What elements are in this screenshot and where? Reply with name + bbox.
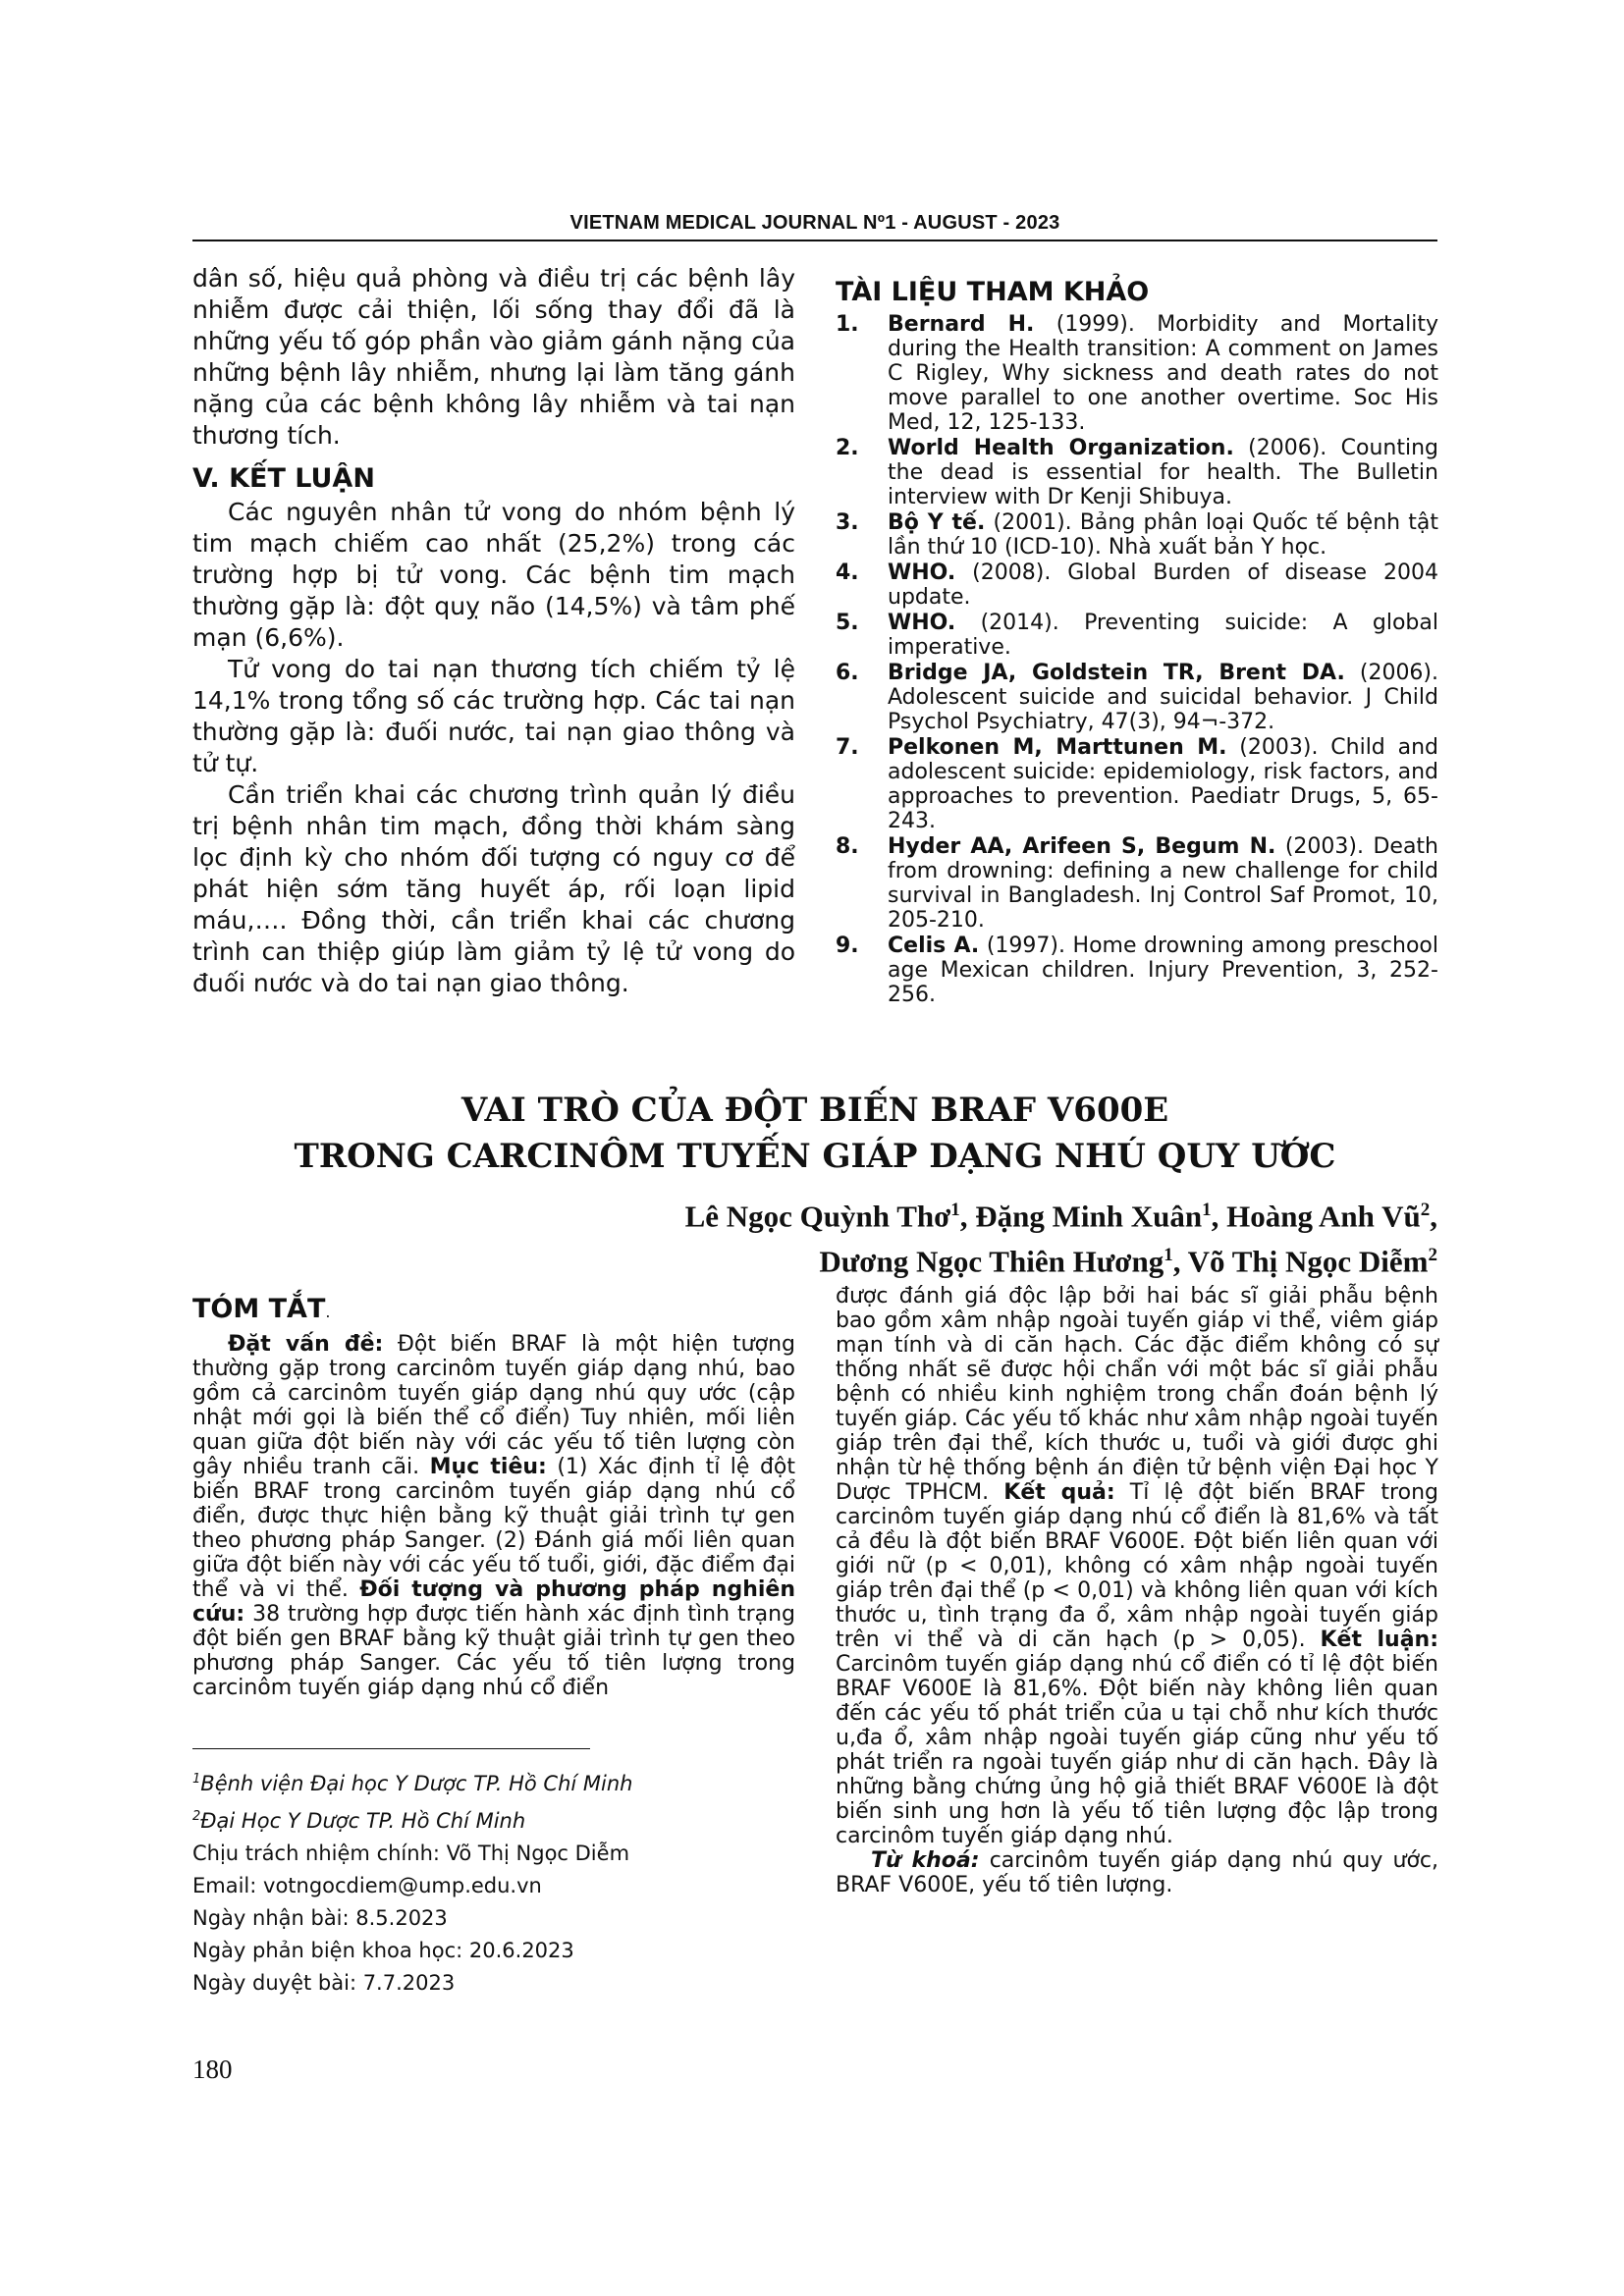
abstract-left-column (192, 1294, 795, 1700)
reference-item: 4. WHO. (2008). Global Burden of disease 2004 update. (836, 561, 1438, 610)
abstract-heading: TÓM TẮT. (192, 1294, 331, 1324)
reference-item: 3. Bộ Y tế. (2001). Bảng phân loại Quốc tế bệnh tật lần thứ 10 (ICD-10). Nhà xuất bản Y học. (836, 510, 1438, 560)
body-paragraph: Tử vong do tai nạn thương tích chiếm tỷ lệ 14,1% trong tổng số các trường hợp. Các tai nạn thường gặp là: đuối nước, tai nạn giao thông và tử tự. (192, 655, 795, 777)
author-name: Hoàng Anh Vũ (1226, 1199, 1421, 1234)
article-title (192, 1088, 1437, 1180)
affiliation-1: $^1$Bệnh viện Đại học Y Dược TP. Hồ Chí Minh (192, 1772, 633, 1795)
footnotes (192, 1763, 801, 2000)
abstract-paragraph: Đặt vấn đề: Đột biến BRAF là một hiện tượng thường gặp trong carcinôm tuyến giáp dạng nhú, bao gồm cả carcinôm tuyến giáp dạng nhú quy ước (cập nhật mới gọi là biến thể cổ điển) Tuy nhiên, mối liên quan giữa đột biến này với các yếu tố tiên lượng còn gây nhiều tranh cãi. Mục tiêu: (1) Xác định tỉ lệ đột biến BRAF trong carcinôm tuyến giáp dạng nhú cổ điển, được thực hiện bằng kỹ thuật giải trình tự gen theo phương pháp Sanger. (2) Đánh giá mối liên quan giữa đột biến này với các yếu tố tuổi, giới, đặc điểm đại thể và vi thể. Đối tượng và phương pháp nghiên cứu: 38 trường hợp được tiến hành xác định tình trạng đột biến gen BRAF bằng kỹ thuật giải trình tự gen theo phương pháp Sanger. Các yếu tố tiên lượng trong carcinôm tuyến giáp dạng nhú cổ điển (192, 1332, 795, 1700)
author-name: Lê Ngọc Quỳnh Thơ (684, 1199, 951, 1234)
authors (685, 1191, 1437, 1282)
page-number: 180 (192, 2055, 233, 2084)
reference-item: 1. Bernard H. (1999). Morbidity and Mortality during the Health transition: A comment on James C Rigley, Why sickness and death rates do not move parallel to one another overtime. Soc His Med, 12, 125-133. (836, 312, 1438, 435)
body-paragraph: Các nguyên nhân tử vong do nhóm bệnh lý tim mạch chiếm cao nhất (25,2%) trong các trường hợp bị tử vong. Các bệnh tim mạch thường gặp là: đột quỵ não (14,5%) và tâm phế mạn (6,6%). (192, 498, 795, 652)
reference-item: 2. World Health Organization. (2006). Counting the dead is essential for health. The Bulletin interview with Dr Kenji Shibuya. (836, 436, 1438, 509)
body-paragraph: dân số, hiệu quả phòng và điều trị các bệnh lây nhiễm được cải thiện, lối sống thay đổi đã là những yếu tố góp phần vào giảm gánh nặng của những bệnh lây nhiễm, nhưng lại làm tăng gánh nặng của các bệnh không lây nhiễm và tai nạn thương tích. (192, 264, 795, 450)
references-list (836, 312, 1438, 1007)
conclusion-heading: V. KẾT LUẬN (192, 463, 375, 494)
left-column-top (192, 263, 795, 999)
responsible-author: Chịu trách nhiệm chính: Võ Thị Ngọc Diễm (192, 1842, 630, 1865)
article-title-line: VAI TRÒ CỦA ĐỘT BIẾN BRAF V600E (460, 1091, 1169, 1130)
reference-item: 9. Celis A. (1997). Home drowning among preschool age Mexican children. Injury Prevention, 3, 252-256. (836, 934, 1438, 1007)
abstract-right-column (836, 1284, 1438, 1897)
author-name: Dương Ngọc Thiên Hương (819, 1244, 1164, 1279)
abstract-paragraph: được đánh giá độc lập bởi hai bác sĩ giải phẫu bệnh bao gồm xâm nhập ngoài tuyến giáp vi thể, viêm giáp mạn tính và di căn hạch. Các đặc điểm không có sự thống nhất sẽ được hội chẩn với một bác sĩ giải phẫu bệnh có nhiều kinh nghiệm trong chẩn đoán bệnh lý tuyến giáp. Các yếu tố khác như xâm nhập ngoài tuyến giáp trên đại thể, kích thước u, tuổi và giới được ghi nhận từ hệ thống bệnh án điện tử bệnh viện Đại học Y Dược TPHCM. Kết quả: Tỉ lệ đột biến BRAF trong carcinôm tuyến giáp dạng nhú cổ điển là 81,6% và tất cả đều là đột biến BRAF V600E. Đột biến liên quan với giới nữ (p < 0,01), không có xâm nhập ngoài tuyến giáp trên đại thể (p < 0,01) và không liên quan với kích thước u, tình trạng đa ổ, xâm nhập ngoài tuyến giáp trên vi thể và di căn hạch (p > 0,05). Kết luận: Carcinôm tuyến giáp dạng nhú cổ điển có tỉ lệ đột biến BRAF V600E là 81,6%. Đột biến này không liên quan đến các yếu tố phát triển của u tại chỗ như kích thước u,đa ổ, xâm nhập ngoài tuyến giáp cũng như yếu tố phát triển ra ngoài tuyến giáp như di căn hạch. Đây là những bằng chứng ủng hộ giả thiết BRAF V600E là đột biến sinh ung hơn là yếu tố tiên lượng độc lập trong carcinôm tuyến giáp dạng nhú. (836, 1284, 1439, 1848)
review-date: Ngày phản biện khoa học: 20.6.2023 (192, 1939, 574, 1962)
email: Email: votngocdiem@ump.edu.vn (192, 1874, 542, 1897)
received-date: Ngày nhận bài: 8.5.2023 (192, 1906, 448, 1930)
reference-item: 6. Bridge JA, Goldstein TR, Brent DA. (2006). Adolescent suicide and suicidal behavior. J Child Psychol Psychiatry, 47(3), 94¬-372. (836, 661, 1439, 734)
header-rule (192, 240, 1437, 241)
references-heading: TÀI LIỆU THAM KHẢO (836, 277, 1150, 307)
reference-item: 7. Pelkonen M, Marttunen M. (2003). Child and adolescent suicide: epidemiology, risk factors, and approaches to prevention. Paediatr Drugs, 5, 65-243. (836, 735, 1438, 833)
accepted-date: Ngày duyệt bài: 7.7.2023 (192, 1971, 456, 1995)
references-section (836, 275, 1438, 1008)
journal-header: VIETNAM MEDICAL JOURNAL Nº1 - AUGUST - 2023 (569, 212, 1060, 234)
footnote-rule (192, 1748, 590, 1749)
affiliation-2: $^2$Đại Học Y Dược TP. Hồ Chí Minh (192, 1809, 526, 1833)
reference-item: 8. Hyder AA, Arifeen S, Begum N. (2003). Death from drowning: defining a new challenge for child survival in Bangladesh. Inj Control Saf Promot, 10, 205-210. (836, 834, 1438, 933)
body-paragraph: Cần triển khai các chương trình quản lý điều trị bệnh nhân tim mạch, đồng thời khám sàng lọc định kỳ cho nhóm đối tượng có nguy cơ để phát hiện sớm tăng huyết áp, rối loạn lipid máu,…. Đồng thời, cần triển khai các chương trình can thiệp giúp làm giảm tỷ lệ tử vong do đuối nước và do tai nạn giao thông. (192, 780, 795, 997)
reference-item: 5. WHO. (2014). Preventing suicide: A global imperative. (836, 611, 1438, 660)
keywords: Từ khoá: carcinôm tuyến giáp dạng nhú quy ước, BRAF V600E, yếu tố tiên lượng. (836, 1848, 1438, 1897)
author-name: Võ Thị Ngọc Diễm (1187, 1244, 1429, 1279)
authors-line: Dương Ngọc Thiên Hương$^1$, Võ Thị Ngọc Diễm$^2$ (819, 1244, 1437, 1279)
authors-line: Lê Ngọc Quỳnh Thơ$^1$, Đặng Minh Xuân$^1$, Hoàng Anh $Vũ^2$, (684, 1199, 1437, 1234)
author-name: Đặng Minh Xuân (975, 1199, 1203, 1234)
article-title-line: TRONG CARCINÔM TUYẾN GIÁP DẠNG NHÚ QUY ƯỚC (294, 1137, 1336, 1176)
